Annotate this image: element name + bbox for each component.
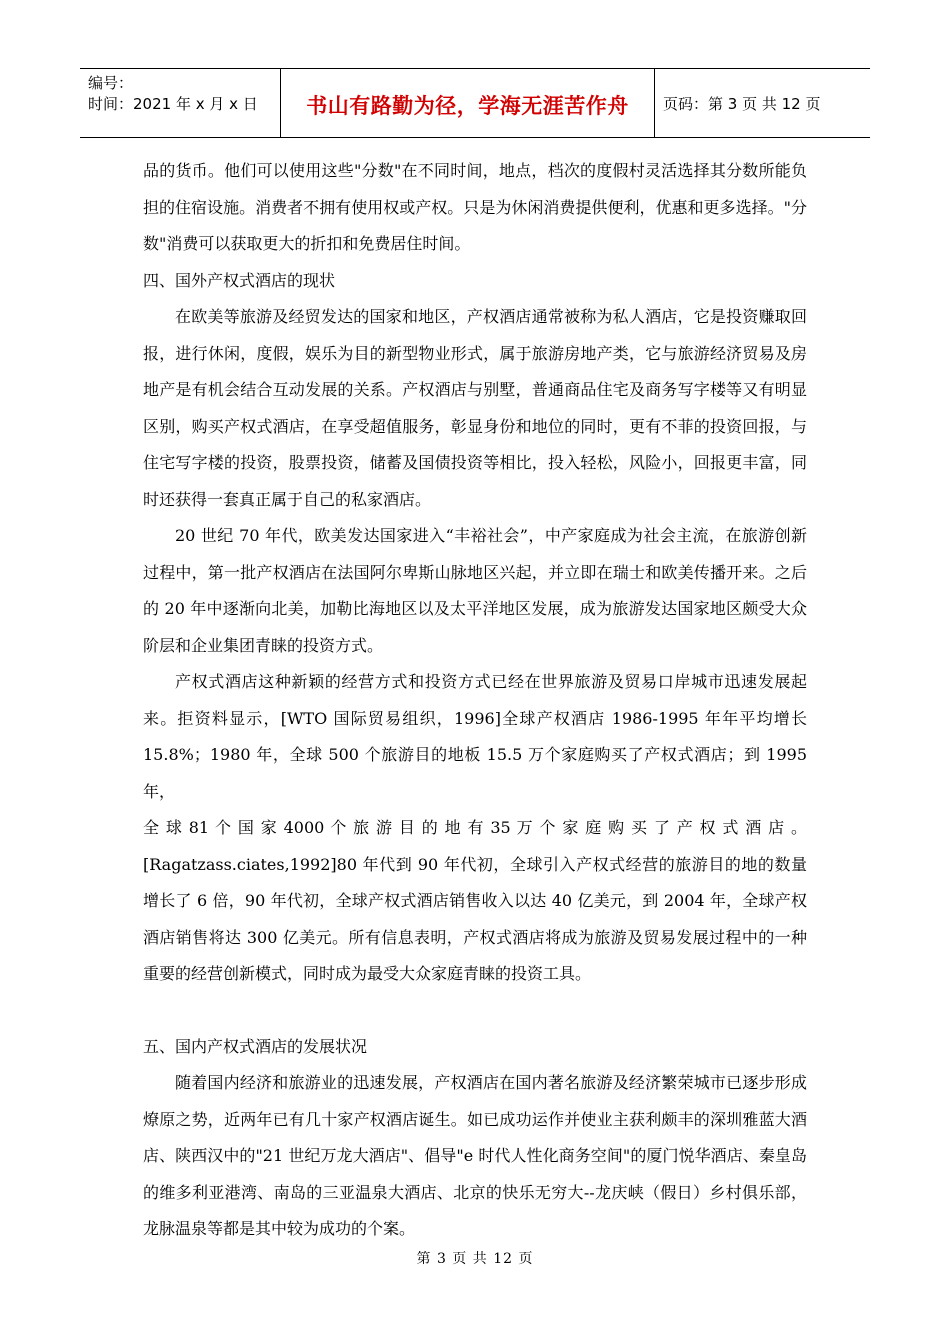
document-body: [143, 153, 807, 1248]
blank-line: [143, 993, 807, 1029]
document-date: 时间：2021 年 x 月 x 日: [88, 95, 258, 113]
paragraph-foreign-2: 20 世纪 70 年代，欧美发达国家进入“丰裕社会”，中产家庭成为社会主流，在旅游创新过程中，第一批产权酒店在法国阿尔卑斯山脉地区兴起，并立即在瑞士和欧美传播开来。之后的 20 年中逐渐向北美，加勒比海地区以及太平洋地区发展，成为旅游发达国家地区颇受大众阶层和企业集团青睐的投资方式。: [143, 526, 807, 655]
paragraph-foreign-1: 在欧美等旅游及经贸发达的国家和地区，产权酒店通常被称为私人酒店，它是投资赚取回报，进行休闲，度假，娱乐为目的新型物业形式，属于旅游房地产类，它与旅游经济贸易及房地产是有机会结合互动发展的关系。产权酒店与别墅，普通商品住宅及商务写字楼等又有明显区别，购买产权式酒店，在享受超值服务，彰显身份和地位的同时，更有不菲的投资回报，与住宅写字楼的投资，股票投资，储蓄及国债投资等相比，投入轻松，风险小，回报更丰富，同时还获得一套真正属于自己的私家酒店。: [143, 307, 807, 509]
section-heading-4: 四、国外产权式酒店的现状: [143, 270, 336, 290]
page-footer: 第 3 页 共 12 页: [416, 1251, 534, 1267]
header-page-info: 页码：第 3 页 共 12 页: [663, 94, 821, 113]
document-header: [80, 68, 870, 138]
document-number-label: 编号：: [88, 74, 134, 92]
paragraph-intro: 品的货币。他们可以使用这些"分数"在不同时间，地点，档次的度假村灵活选择其分数所能负担的住宿设施。消费者不拥有使用权或产权。只是为休闲消费提供便利，优惠和更多选择。"分数"消费可以获取更大的折扣和免费居住时间。: [143, 161, 807, 253]
paragraph-foreign-3a: 产权式酒店这种新颖的经营方式和投资方式已经在世界旅游及贸易口岸城市迅速发展起来。拒资料显示，[WTO 国际贸易组织，1996]全球产权酒店 1986-1995 年年平均增长 15.8%；1980 年，全球 500 个旅游目的地板 15.5 万个家庭购买了产权式酒店；到 1995 年，: [143, 672, 807, 801]
paragraph-foreign-3b: 全 球 81 个 国 家 4000 个 旅 游 目 的 地 有 35 万 个 家 庭 购 买 了 产 权 式 酒 店 。: [143, 818, 807, 837]
paragraph-foreign-3c: [Ragatzass.ciates,1992]80 年代到 90 年代初，全球引入产权式经营的旅游目的地的数量增长了 6 倍，90 年代初，全球产权式酒店销售收入以达 40 亿美元，到 2004 年，全球产权酒店销售将达 300 亿美元。所有信息表明，产权式酒店将成为旅游及贸易发展过程中的一种重要的经营创新模式，同时成为最受大众家庭青睐的投资工具。: [143, 854, 807, 983]
header-meta: [80, 69, 280, 137]
header-motto: 书山有路勤为径，学海无涯苦作舟: [306, 94, 629, 118]
header-motto-cell: [280, 69, 655, 137]
paragraph-domestic-1: 随着国内经济和旅游业的迅速发展，产权酒店在国内著名旅游及经济繁荣城市已逐步形成燎原之势，近两年已有几十家产权酒店诞生。如已成功运作并使业主获利颇丰的深圳雅蓝大酒店、陕西汉中的"21 世纪万龙大酒店"、倡导"e 时代人性化商务空间"的厦门悦华酒店、秦皇岛的维多利亚港湾、南岛的三亚温泉大酒店、北京的快乐无穷大--龙庆峡（假日）乡村俱乐部，龙脉温泉等都是其中较为成功的个案。: [143, 1073, 807, 1238]
section-heading-5: 五、国内产权式酒店的发展状况: [143, 1036, 368, 1056]
